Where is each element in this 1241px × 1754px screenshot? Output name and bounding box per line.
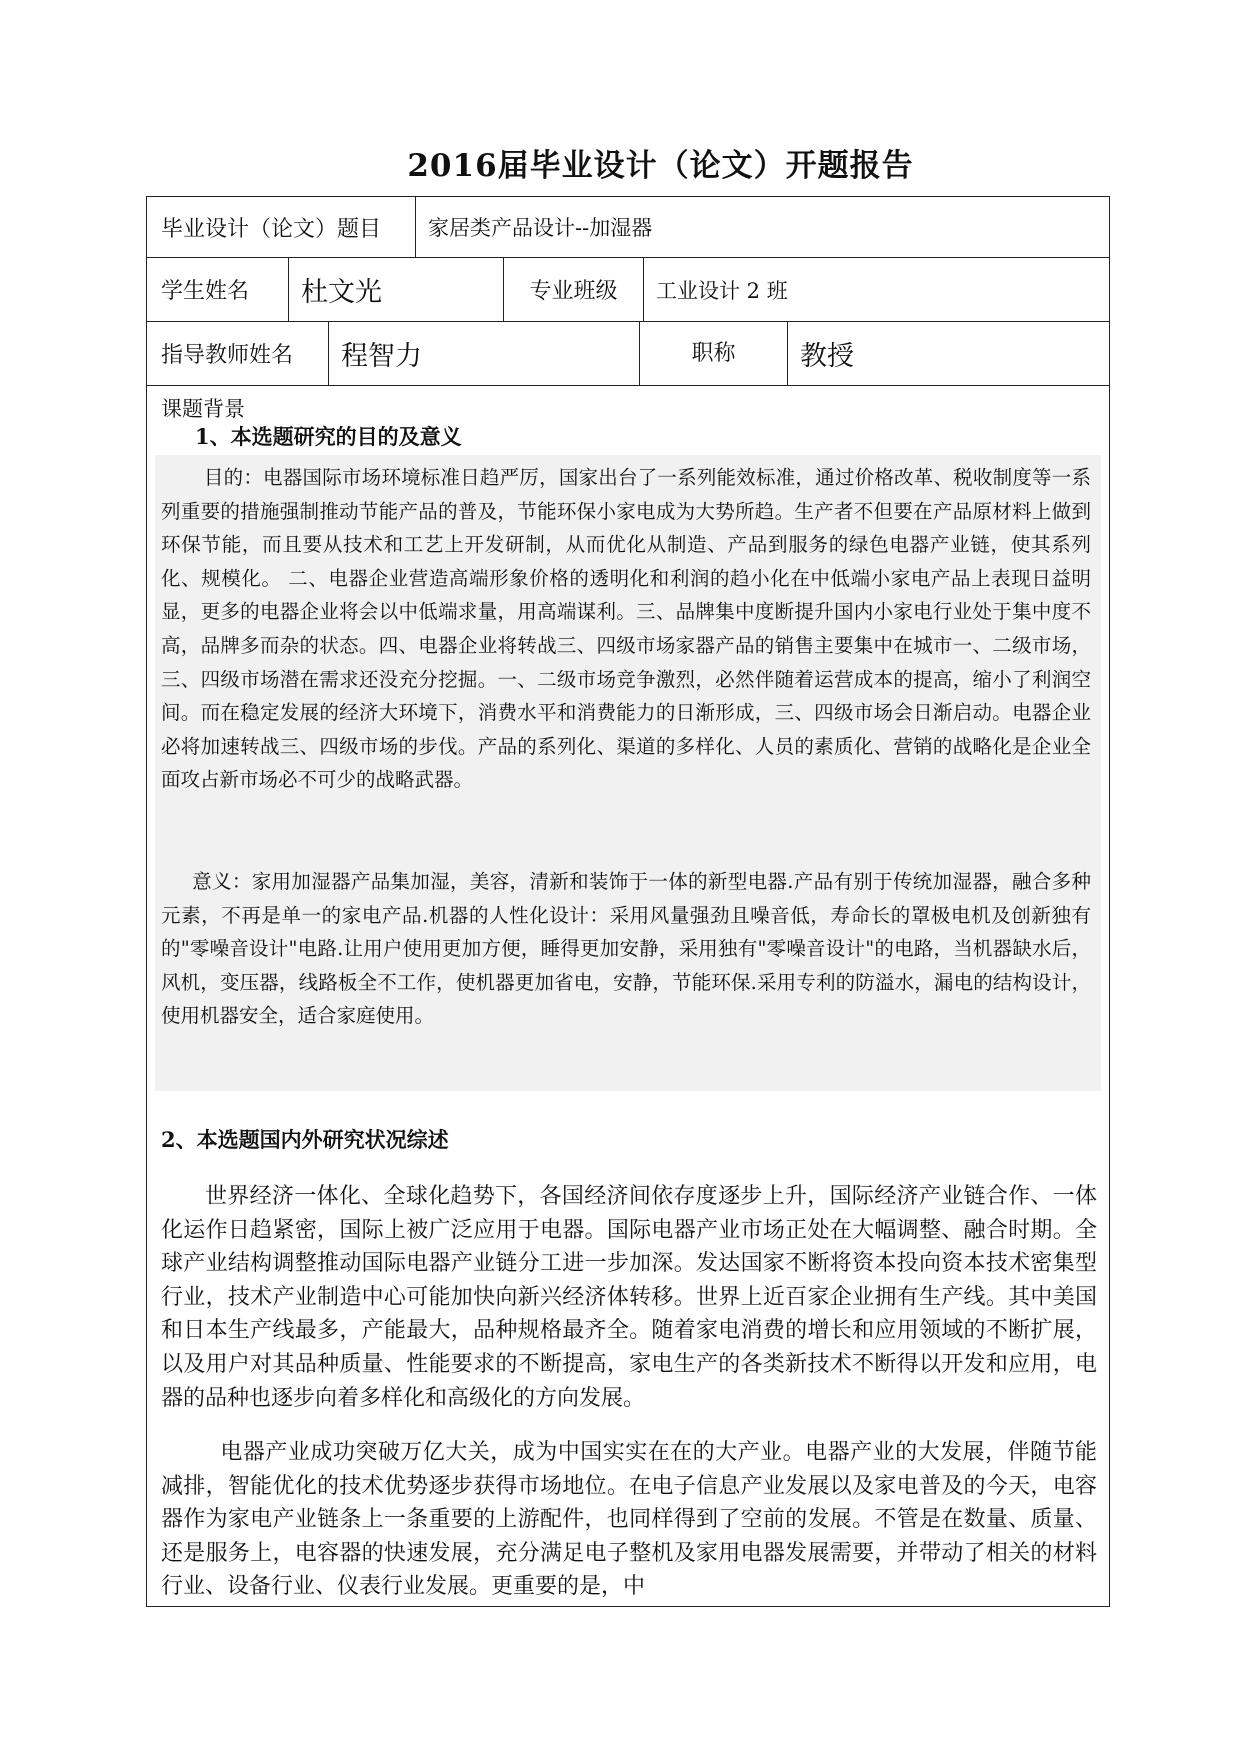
major-class-label: 专业班级 xyxy=(504,258,644,321)
title-rank-value: 教授 xyxy=(800,341,854,372)
report-form xyxy=(146,196,1110,1607)
topic-value: 家居类产品设计--加湿器 xyxy=(428,216,653,240)
student-name-value: 杜文光 xyxy=(289,258,504,321)
research-paragraph-1: 世界经济一体化、全球化趋势下，各国经济间依存度逐步上升，国际经济产业链合作、一体化运作日趋紧密，国际上被广泛应用于电器。国际电器产业市场正处在大幅调整、融合时期。全球产业结构调整推动国际电器产业链分工进一步加深。发达国家不断将资本投向资本技术密集型行业，技术产业制造中心可能加快向新兴经济体转移。世界上近百家企业拥有生产线。其中美国和日本生产线最多，产能最大，品种规格最齐全。随着家电消费的增长和应用领域的不断扩展，以及用户对其品种质量、性能要求的不断提高，家电生产的各类新技术不断得以开发和应用，电器的品种也逐步向着多样化和高级化的方向发展。 xyxy=(161,1184,1097,1411)
heading-research-status: 2、本选题国内外研究状况综述 xyxy=(161,1127,449,1152)
advisor-name-label: 指导教师姓名 xyxy=(147,322,329,385)
topic-label: 毕业设计（论文）题目 xyxy=(147,197,416,257)
page-title: 2016届毕业设计（论文）开题报告 xyxy=(407,148,914,184)
research-paragraph-2: 电器产业成功突破万亿大关，成为中国实实在在的大产业。电器产业的大发展，伴随节能减排，智能优化的技术优势逐步获得市场地位。在电子信息产业发展以及家电普及的今天，电容器作为家电产业链条上一条重要的上游配件，也同样得到了空前的发展。不管是在数量、质量、还是服务上，电容器的快速发展，充分满足电子整机及家用电器发展需要，并带动了相关的材料行业、设备行业、仪表行业发展。更重要的是，中 xyxy=(161,1440,1097,1600)
advisor-name-value: 程智力 xyxy=(329,322,640,385)
purpose-paragraph: 目的：电器国际市场环境标准日趋严厉，国家出台了一系列能效标准，通过价格改革、税收制度等一系列重要的措施强制推动节能产品的普及，节能环保小家电成为大势所趋。生产者不但要在产品原材料上做到环保节能，而且要从技术和工艺上开发研制，从而优化从制造、产品到服务的绿色电器产业链，使其系列化、规模化。 二、电器企业营造高端形象价格的透明化和利润的趋小化在中低端小家电产品上表现日益明显，更多的电器企业将会以中低端求量，用高端谋利。三、品牌集中度断提升国内小家电行业处于集中度不高，品牌多而杂的状态。四、电器企业将转战三、四级市场家器产品的销售主要集中在城市一、二级市场，三、四级市场潜在需求还没充分挖掘。一、二级市场竞争激烈，必然伴随着运营成本的提高，缩小了利润空间。而在稳定发展的经济大环境下，消费水平和消费能力的日渐形成，三、四级市场会日渐启动。电器企业必将加速转战三、四级市场的步伐。产品的系列化、渠道的多样化、人员的素质化、营销的战略化是企业全面攻占新市场必不可少的战略武器。 xyxy=(161,466,1091,792)
section-label: 课题背景 xyxy=(161,397,245,421)
heading-purpose: 1、本选题研究的目的及意义 xyxy=(195,424,462,449)
content-section xyxy=(147,197,1109,1606)
major-class-value: 工业设计 2 班 xyxy=(656,278,788,303)
title-rank-label: 职称 xyxy=(640,322,788,385)
student-name-label: 学生姓名 xyxy=(147,258,289,321)
significance-paragraph: 意义：家用加湿器产品集加湿，美容，清新和装饰于一体的新型电器.产品有别于传统加湿器，融合多种元素，不再是单一的家电产品.机器的人性化设计：采用风量强劲且噪音低，寿命长的罩极电机及创新独有的"零噪音设计"电路.让用户使用更加方便，睡得更加安静，采用独有"零噪音设计"的电路，当机器缺水后，风机，变压器，线路板全不工作，使机器更加省电，安静，节能环保.采用专利的防溢水，漏电的结构设计，使用机器安全，适合家庭使用。 xyxy=(161,870,1091,1028)
